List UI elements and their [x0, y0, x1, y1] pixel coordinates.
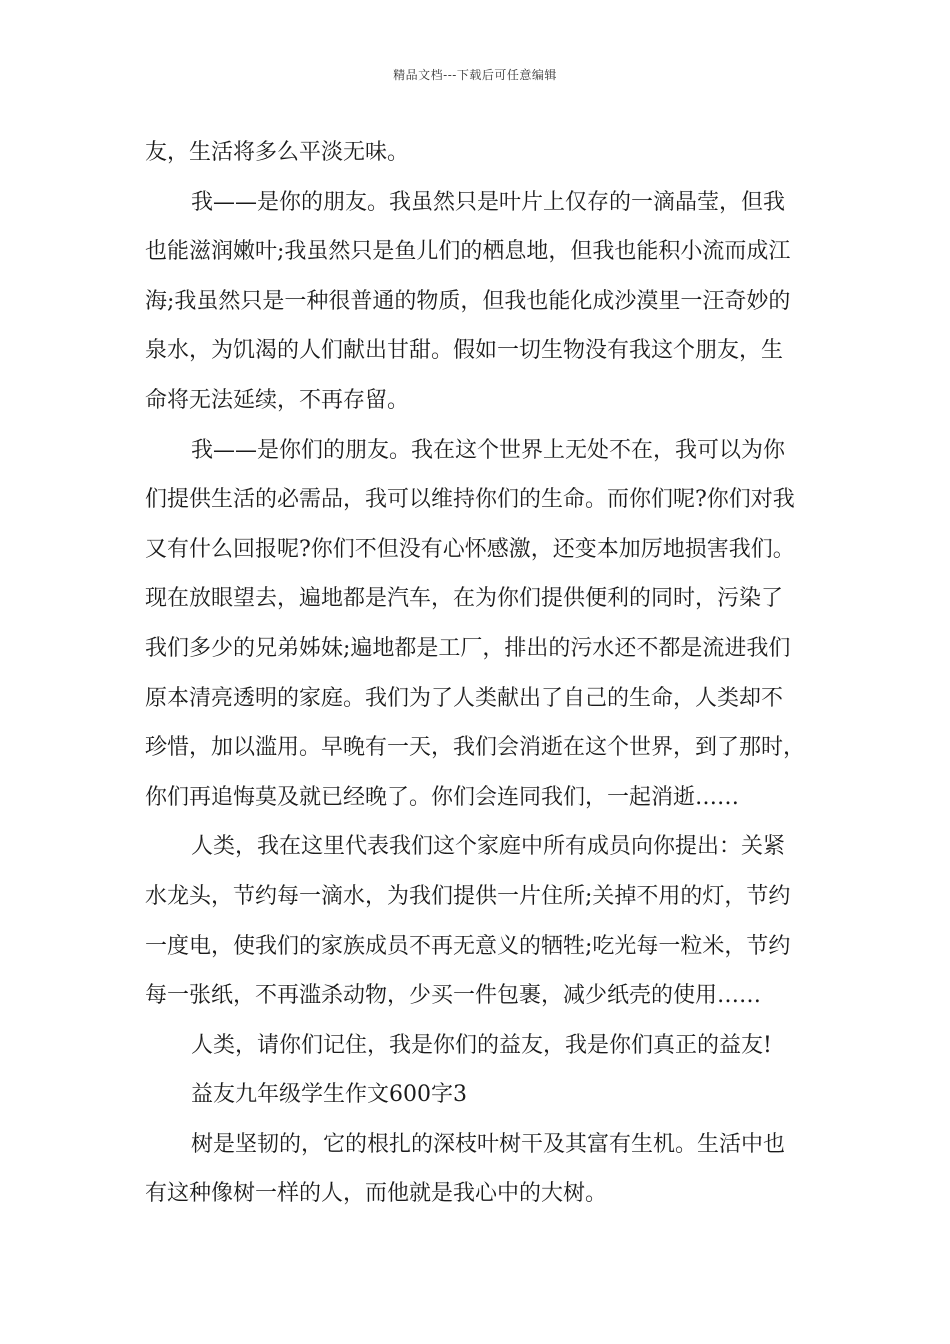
text-line: 我们多少的兄弟姊妹;遍地都是工厂，排出的污水还不都是流进我们: [145, 635, 791, 661]
text-line: 一度电，使我们的家族成员不再无意义的牺牲;吃光每一粒米，节约: [145, 933, 791, 959]
text-line: 有这种像树一样的人，而他就是我心中的大树。: [145, 1181, 608, 1207]
page-header: 精品文档---下载后可任意编辑: [393, 68, 557, 82]
text-line: 水龙头，节约每一滴水，为我们提供一片住所;关掉不用的灯，节约: [145, 883, 791, 909]
text-line: 海;我虽然只是一种很普通的物质，但我也能化成沙漠里一汪奇妙的: [145, 288, 791, 314]
text-line: 树是坚韧的，它的根扎的深枝叶树干及其富有生机。生活中也: [191, 1131, 786, 1157]
text-line: 原本清亮透明的家庭。我们为了人类献出了自己的生命，人类却不: [145, 685, 784, 711]
text-line: 你们再追悔莫及就已经晚了。你们会连同我们，一起消逝……: [145, 784, 740, 810]
text-line: 泉水，为饥渴的人们献出甘甜。假如一切生物没有我这个朋友，生: [145, 338, 784, 364]
text-line: 们提供生活的必需品，我可以维持你们的生命。而你们呢?你们对我: [145, 487, 795, 513]
text-line: 又有什么回报呢?你们不但没有心怀感激，还变本加厉地损害我们。: [145, 536, 795, 562]
text-line: 珍惜，加以滥用。早晚有一天，我们会消逝在这个世界，到了那时，: [145, 735, 806, 761]
text-line: 命将无法延续，不再存留。: [145, 387, 410, 413]
text-line: 友，生活将多么平淡无味。: [145, 140, 410, 165]
text-line: 每一张纸，不再滥杀动物，少买一件包裹，减少纸壳的使用……: [145, 983, 762, 1009]
text-line: 现在放眼望去，遍地都是汽车，在为你们提供便利的同时，污染了: [145, 586, 784, 612]
text-line: 我——是你们的朋友。我在这个世界上无处不在，我可以为你: [191, 437, 786, 463]
text-line: 人类，我在这里代表我们这个家庭中所有成员向你提出：关紧: [191, 834, 786, 860]
text-line: 益友九年级学生作文600字3: [191, 1082, 467, 1108]
text-line: 也能滋润嫩叶;我虽然只是鱼儿们的栖息地，但我也能积小流而成江: [145, 239, 791, 265]
body-text: [145, 128, 810, 1219]
text-line: 人类，请你们记住，我是你们的益友，我是你们真正的益友!: [191, 1032, 772, 1058]
text-line: 我——是你的朋友。我虽然只是叶片上仅存的一滴晶莹，但我: [191, 189, 786, 215]
